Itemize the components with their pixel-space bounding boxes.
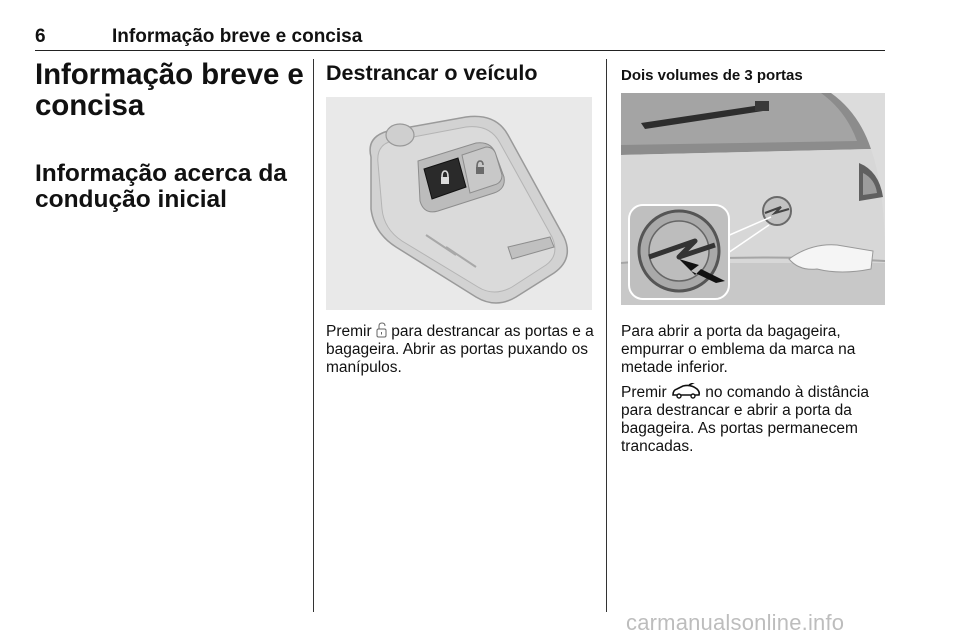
unlock-text-end: para destrancar as portas e a bagageira. Abrir as portas puxando os manípulos.	[326, 323, 594, 376]
page-header	[35, 26, 885, 52]
chapter-title: Informação breve e concisa	[35, 58, 304, 122]
remote-text-start: Premir	[621, 384, 667, 401]
remote-text-end: no comando à distância para destrancar e abrir a porta da bagageira. As portas permanecem trancadas.	[621, 384, 869, 455]
column-divider-1	[313, 59, 314, 612]
unlock-text-start: Premir	[326, 323, 372, 340]
column-divider-2	[606, 59, 607, 612]
section-title: Informação acerca da condução inicial	[35, 160, 287, 213]
car-tailgate-icon	[671, 383, 701, 399]
column-3	[621, 59, 891, 456]
running-title: Informação breve e concisa	[112, 26, 363, 47]
unlock-instructions	[326, 322, 596, 377]
watermark: carmanualsonline.info	[626, 610, 845, 635]
page-number: 6	[35, 26, 46, 47]
tailgate-open-instructions: Para abrir a porta da bagageira, empurrar o emblema da marca na metade inferior.	[621, 323, 856, 376]
section-heading-3-door: Dois volumes de 3 portas	[621, 67, 803, 84]
column-2	[326, 59, 596, 377]
section-heading-unlock: Destrancar o veículo	[326, 61, 538, 85]
tailgate-image	[621, 93, 885, 305]
column-1	[35, 59, 305, 213]
tailgate-illustration	[621, 93, 885, 305]
unlock-icon	[376, 322, 387, 338]
key-fob-illustration	[326, 97, 592, 310]
header-rule	[35, 50, 885, 51]
remote-tailgate-instructions	[621, 383, 891, 456]
key-fob-image	[326, 97, 592, 310]
